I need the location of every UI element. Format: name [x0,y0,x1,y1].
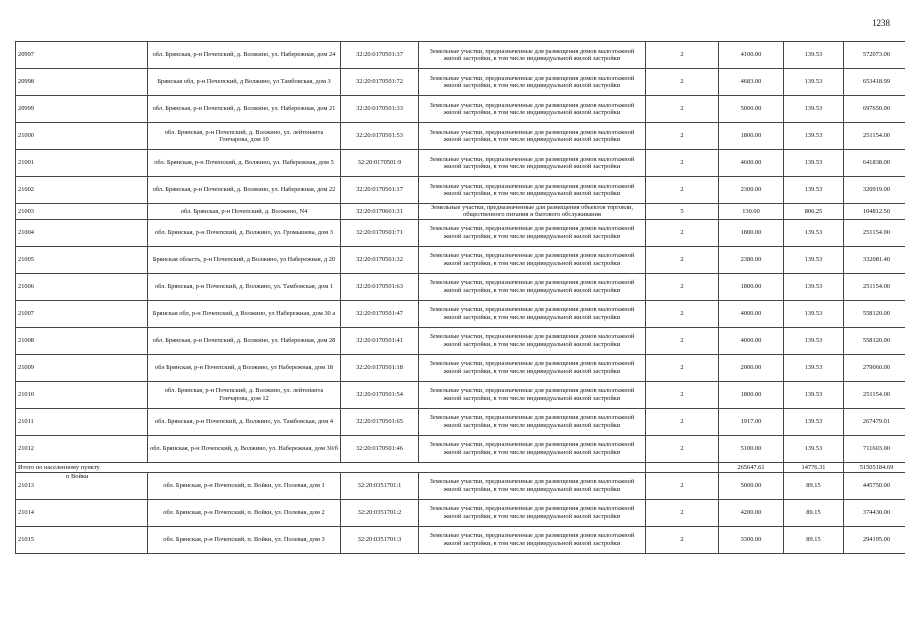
area-cell: 5100.00 [719,435,784,462]
cadastral-number: 32:20:0170501:63 [341,273,419,300]
category-code: 2 [646,472,719,499]
total-rate: 14776.31 [784,462,844,472]
land-use-type: Земельные участки, предназначенные для размещения домов малоэтажной жилой застройки, в том числе индивидуальной жилой застройки [419,408,646,435]
cadastral-number: 32:20:0170501:46 [341,435,419,462]
category-code: 2 [646,327,719,354]
land-use-type: Земельные участки, предназначенные для размещения домов малоэтажной жилой застройки, в том числе индивидуальной жилой застройки [419,273,646,300]
row-number: 21005 [16,246,148,273]
land-use-type: Земельные участки, предназначенные для размещения домов малоэтажной жилой застройки, в том числе индивидуальной жилой застройки [419,435,646,462]
category-code: 2 [646,300,719,327]
table-row [16,42,905,69]
address-cell: обл. Брянская, р-н Почепский, д. Волжино, ул. Набережная, дом 24 [148,42,341,69]
row-number: 21004 [16,219,148,246]
row-number: 21003 [16,204,148,220]
address-cell: обл. Брянская, р-н Почепский, д. Волжино, ул. Громышева, дом 3 [148,219,341,246]
table-row [16,123,905,150]
cadastral-value: 251154.00 [844,123,905,150]
rate-cell: 139.53 [784,123,844,150]
row-number: 21013 [18,482,34,490]
address-cell: обл. Брянская, р-н Почепский, п. Войки, ул. Полевая, дом 1 [148,472,341,499]
rate-cell: 139.53 [784,96,844,123]
row-number: 21008 [16,327,148,354]
cadastral-value: 294195.00 [844,526,905,553]
table-row [16,354,905,381]
land-use-type: Земельные участки, предназначенные для размещения домов малоэтажной жилой застройки, в том числе индивидуальной жилой застройки [419,327,646,354]
row-number: 21000 [16,123,148,150]
table-row [16,177,905,204]
row-number: 21010 [16,381,148,408]
address-cell: Брянская обл, р-н Почепский, д Волжино, ул Набережная, дом 30 а [148,300,341,327]
land-use-type: Земельные участки, предназначенные для размещения домов малоэтажной жилой застройки, в том числе индивидуальной жилой застройки [419,150,646,177]
rate-cell: 806.25 [784,204,844,220]
table-row [16,526,905,553]
rate-cell: 139.53 [784,246,844,273]
page-number: 1238 [872,18,890,28]
table-row [16,150,905,177]
category-code: 2 [646,354,719,381]
address-cell: обл Брянская, р-н Почепский, д Волжино, ул Набережная, дом 18 [148,354,341,381]
row-number-cell [16,472,148,499]
address-cell: обл. Брянская, р-н Почепский, д. Волжино, ул. Набережная, дом 21 [148,96,341,123]
address-cell: обл. Брянская, р-н Почепский, п. Войки, ул. Полевая, дом 3 [148,526,341,553]
land-use-type: Земельные участки, предназначенные для размещения домов малоэтажной жилой застройки, в том числе индивидуальной жилой застройки [419,499,646,526]
category-code: 2 [646,273,719,300]
rate-cell: 89.15 [784,499,844,526]
land-use-type: Земельные участки, предназначенные для размещения домов малоэтажной жилой застройки, в том числе индивидуальной жилой застройки [419,219,646,246]
area-cell: 1917.00 [719,408,784,435]
land-use-type: Земельные участки, предназначенные для размещения домов малоэтажной жилой застройки, в том числе индивидуальной жилой застройки [419,69,646,96]
area-cell: 4683.00 [719,69,784,96]
rate-cell: 139.53 [784,354,844,381]
category-code: 2 [646,246,719,273]
table-row [16,499,905,526]
cadastral-value: 251154.00 [844,219,905,246]
category-code: 2 [646,381,719,408]
area-cell: 1800.00 [719,273,784,300]
area-cell: 5000.00 [719,96,784,123]
table-row [16,408,905,435]
table-row [16,381,905,408]
land-use-type: Земельные участки, предназначенные для размещения домов малоэтажной жилой застройки, в том числе индивидуальной жилой застройки [419,381,646,408]
rate-cell: 89.15 [784,526,844,553]
address-cell: обл. Брянская, р-н Почепский, д. Волжино, ул. Набережная, дом 22 [148,177,341,204]
cadastral-number: 32:20:0170501:65 [341,408,419,435]
rows-group-voiki [16,472,905,553]
area-cell: 1800.00 [719,381,784,408]
cadastral-value: 320919.00 [844,177,905,204]
rate-cell: 139.53 [784,327,844,354]
category-code: 2 [646,123,719,150]
table-row [16,204,905,220]
category-code: 2 [646,408,719,435]
table-row [16,219,905,246]
cadastral-number: 32:20:0170501:33 [341,96,419,123]
total-row [16,462,905,472]
cadastral-value: 558120.00 [844,327,905,354]
cadastral-value: 267479.01 [844,408,905,435]
rate-cell: 139.53 [784,150,844,177]
cadastral-value: 653418.99 [844,69,905,96]
cadastral-number: 32:20:0170501:37 [341,42,419,69]
locality-name: п Войки [66,472,89,480]
cadastral-number: 32:20:0170501:32 [341,246,419,273]
row-number: 21011 [16,408,148,435]
cadastral-value: 641838.00 [844,150,905,177]
area-cell: 1800.00 [719,123,784,150]
cadastral-number: 32:20:0170501:9 [341,150,419,177]
land-use-type: Земельные участки, предназначенные для размещения домов малоэтажной жилой застройки, в том числе индивидуальной жилой застройки [419,354,646,381]
rows-group-volzhino [16,42,905,463]
table-row [16,472,905,499]
cadastral-value: 104812.50 [844,204,905,220]
area-cell: 3300.00 [719,526,784,553]
area-cell: 4000.00 [719,327,784,354]
address-cell: обл. Брянская, р-н Почепский, д. Волжино, ул. лейтенанта Гончарова, дом 10 [148,123,341,150]
address-cell: Брянская обл, р-н Почепский, д Волжино, ул Тамбовская, дом 3 [148,69,341,96]
address-cell: обл. Брянская, р-н Почепский, д. Волжино, ул. Набережная, дом 5 [148,150,341,177]
total-area: 265647.61 [719,462,784,472]
land-use-type: Земельные участки, предназначенные для размещения объектов торговли, общественного питания и бытового обслуживания [419,204,646,220]
rate-cell: 139.53 [784,177,844,204]
table-row [16,246,905,273]
row-number: 20998 [16,69,148,96]
land-use-type: Земельные участки, предназначенные для размещения домов малоэтажной жилой застройки, в том числе индивидуальной жилой застройки [419,526,646,553]
cadastral-number: 32:20:0170501:53 [341,123,419,150]
cadastral-number: 32:20:0170501:71 [341,219,419,246]
cadastral-number: 32:20:0170501:17 [341,177,419,204]
address-cell: обл. Брянская, р-н Почепский, д. Волжино, ул. Набережная, дом 30/б [148,435,341,462]
cadastral-value: 279060.00 [844,354,905,381]
category-code: 2 [646,69,719,96]
row-number: 21001 [16,150,148,177]
area-cell: 4000.00 [719,300,784,327]
land-use-type: Земельные участки, предназначенные для размещения домов малоэтажной жилой застройки, в том числе индивидуальной жилой застройки [419,177,646,204]
area-cell: 4100.00 [719,42,784,69]
row-number: 21006 [16,273,148,300]
row-number: 21014 [16,499,148,526]
category-code: 2 [646,526,719,553]
table-row [16,327,905,354]
land-use-type: Земельные участки, предназначенные для размещения домов малоэтажной жилой застройки, в том числе индивидуальной жилой застройки [419,246,646,273]
row-number: 20999 [16,96,148,123]
cadastral-number: 32:20:0351701:1 [341,472,419,499]
cadastral-value: 558120.00 [844,300,905,327]
cadastral-number: 32:20:0170501:41 [341,327,419,354]
category-code: 2 [646,435,719,462]
rate-cell: 139.53 [784,435,844,462]
land-use-type: Земельные участки, предназначенные для размещения домов малоэтажной жилой застройки, в том числе индивидуальной жилой застройки [419,123,646,150]
cadastral-number: 32:20:0170501:47 [341,300,419,327]
address-cell: обл. Брянская, р-н Почепский, д. Волжино, ул. Тамбовская, дом 1 [148,273,341,300]
cadastral-number: 32:20:0351701:2 [341,499,419,526]
cadastral-value: 332081.40 [844,246,905,273]
cadastral-number: 32:20:0170601:31 [341,204,419,220]
table-row [16,69,905,96]
rate-cell: 139.53 [784,300,844,327]
area-cell: 4600.00 [719,150,784,177]
land-use-type: Земельные участки, предназначенные для размещения домов малоэтажной жилой застройки, в том числе индивидуальной жилой застройки [419,300,646,327]
table-row [16,273,905,300]
rate-cell: 89.15 [784,472,844,499]
total-category [646,462,719,472]
rate-cell: 139.53 [784,273,844,300]
area-cell: 2000.00 [719,354,784,381]
cadastral-value: 251154.00 [844,273,905,300]
area-cell: 4200.00 [719,499,784,526]
cadastral-value: 251154.00 [844,381,905,408]
category-code: 2 [646,177,719,204]
row-number: 21009 [16,354,148,381]
area-cell: 5000.00 [719,472,784,499]
rate-cell: 139.53 [784,42,844,69]
category-code: 2 [646,150,719,177]
address-cell: Брянская область, р-н Почепский, д Волжино, ул Набережная, д 20 [148,246,341,273]
address-cell: обл. Брянская, р-н Почепский, д. Волжино, N4 [148,204,341,220]
cadastral-value: 445750.00 [844,472,905,499]
cadastral-value: 711603.00 [844,435,905,462]
category-code: 2 [646,219,719,246]
row-number: 21002 [16,177,148,204]
category-code: 2 [646,499,719,526]
cadastral-value: 374430.00 [844,499,905,526]
area-cell: 2300.00 [719,177,784,204]
address-cell: обл. Брянская, р-н Почепский, д. Волжино, ул. лейтенанта Гончарова, дом 12 [148,381,341,408]
area-cell: 1800.00 [719,219,784,246]
rate-cell: 139.53 [784,69,844,96]
cadastral-number: 32:20:0351701:3 [341,526,419,553]
total-label: Итого по населенному пункту [16,462,646,472]
total-group [16,462,905,472]
area-cell: 130.00 [719,204,784,220]
cadastral-value-table [15,41,905,554]
cadastral-number: 32:20:0170501:54 [341,381,419,408]
table-row [16,435,905,462]
cadastral-number: 32:20:0170501:18 [341,354,419,381]
cadastral-number: 32:20:0170501:72 [341,69,419,96]
rate-cell: 139.53 [784,381,844,408]
land-use-type: Земельные участки, предназначенные для размещения домов малоэтажной жилой застройки, в том числе индивидуальной жилой застройки [419,472,646,499]
land-use-type: Земельные участки, предназначенные для размещения домов малоэтажной жилой застройки, в том числе индивидуальной жилой застройки [419,42,646,69]
row-number: 20997 [16,42,148,69]
total-value: 51505184.69 [844,462,905,472]
category-code: 5 [646,204,719,220]
row-number: 21012 [16,435,148,462]
cadastral-value: 697650.00 [844,96,905,123]
rate-cell: 139.53 [784,408,844,435]
row-number: 21015 [16,526,148,553]
table-row [16,300,905,327]
address-cell: обл. Брянская, р-н Почепский, п. Войки, ул. Полевая, дом 2 [148,499,341,526]
category-code: 2 [646,42,719,69]
row-number: 21007 [16,300,148,327]
table-row [16,96,905,123]
address-cell: обл. Брянская, р-н Почепский, д. Волжино, ул. Тамбовская, дом 4 [148,408,341,435]
address-cell: обл. Брянская, р-н Почепский, д. Волжино, ул. Набережная, дом 28 [148,327,341,354]
area-cell: 2380.00 [719,246,784,273]
rate-cell: 139.53 [784,219,844,246]
land-use-type: Земельные участки, предназначенные для размещения домов малоэтажной жилой застройки, в том числе индивидуальной жилой застройки [419,96,646,123]
cadastral-value: 572073.00 [844,42,905,69]
category-code: 2 [646,96,719,123]
